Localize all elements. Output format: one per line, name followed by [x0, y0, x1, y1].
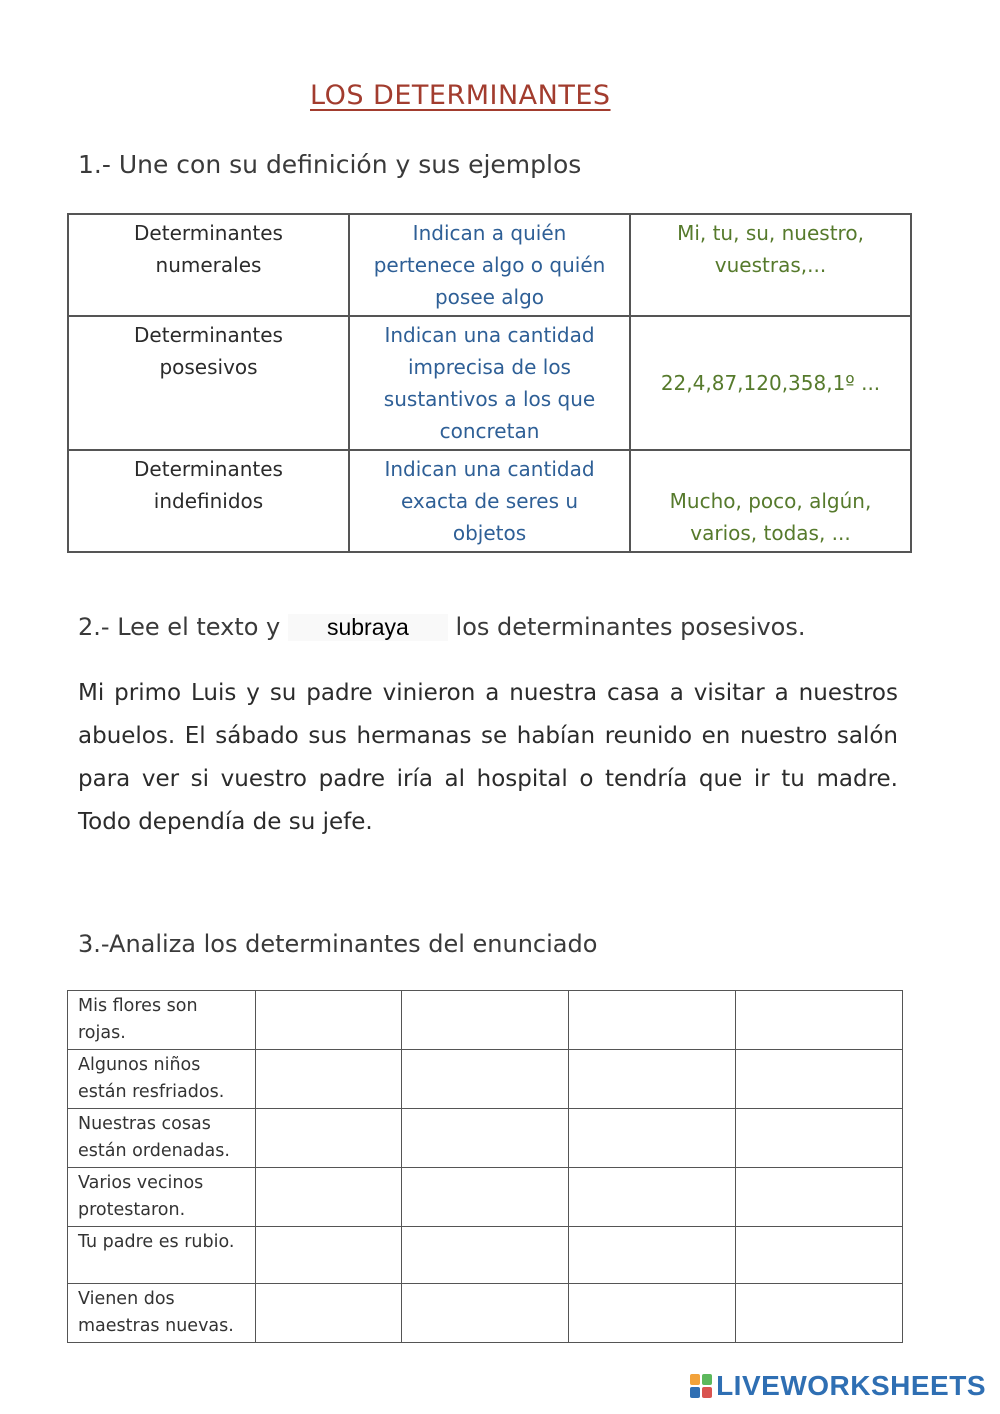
sentence-cell: Vienen dos maestras nuevas. [68, 1284, 256, 1343]
type-cell: Determinantes indefinidos [68, 450, 349, 552]
answer-cell[interactable] [256, 1227, 402, 1284]
definition-cell: Indican una cantidad exacta de seres u objetos [349, 450, 630, 552]
sentence-cell: Mis flores son rojas. [68, 991, 256, 1050]
answer-cell[interactable] [256, 1050, 402, 1109]
table-row [68, 991, 903, 1050]
answer-cell[interactable] [569, 1227, 736, 1284]
liveworksheets-logo-icon [690, 1374, 712, 1398]
answer-cell[interactable] [256, 1109, 402, 1168]
sentence-cell: Algunos niños están resfriados. [68, 1050, 256, 1109]
answer-cell[interactable] [736, 1284, 903, 1343]
definition-cell: Indican una cantidad imprecisa de los sustantivos a los que concretan [349, 316, 630, 450]
answer-cell[interactable] [736, 1168, 903, 1227]
type-cell: Determinantes numerales [68, 214, 349, 316]
answer-cell[interactable] [402, 1109, 569, 1168]
answer-cell[interactable] [256, 1284, 402, 1343]
logo-text: LIVEWORKSHEETS [716, 1370, 986, 1401]
answer-cell[interactable] [736, 1109, 903, 1168]
liveworksheets-logo[interactable] [690, 1370, 986, 1402]
matching-row [68, 214, 911, 316]
answer-cell[interactable] [736, 1227, 903, 1284]
example-cell: Mucho, poco, algún, varios, todas, ... [630, 450, 911, 552]
answer-cell[interactable] [256, 991, 402, 1050]
answer-cell[interactable] [569, 1109, 736, 1168]
page-title: LOS DETERMINANTES [310, 80, 611, 111]
matching-row [68, 450, 911, 552]
answer-cell[interactable] [569, 1168, 736, 1227]
answer-cell[interactable] [736, 991, 903, 1050]
section2-heading: 2.- Lee el texto y subraya los determinantes posesivos. [78, 613, 806, 641]
answer-cell[interactable] [402, 1168, 569, 1227]
section3-heading: 3.-Analiza los determinantes del enunciado [78, 930, 598, 958]
definition-cell: Indican a quién pertenece algo o quién posee algo [349, 214, 630, 316]
answer-cell[interactable] [569, 1050, 736, 1109]
matching-row [68, 316, 911, 450]
answer-cell[interactable] [402, 991, 569, 1050]
sentence-cell: Varios vecinos protestaron. [68, 1168, 256, 1227]
answer-cell[interactable] [256, 1168, 402, 1227]
reading-passage: Mi primo Luis y su padre vinieron a nuestra casa a visitar a nuestros abuelos. El sábado sus hermanas se habían reunido en nuestro salón para ver si vuestro padre iría al hospital o tendría que ir tu madre. Todo dependía de su jefe. [78, 680, 898, 835]
sentence-cell: Tu padre es rubio. [68, 1227, 256, 1284]
table-row [68, 1050, 903, 1109]
example-cell: Mi, tu, su, nuestro, vuestras,... [630, 214, 911, 316]
table-row [68, 1227, 903, 1284]
answer-cell[interactable] [569, 1284, 736, 1343]
table-row [68, 1168, 903, 1227]
matching-table [67, 213, 912, 553]
example-cell: 22,4,87,120,358,1º ... [630, 316, 911, 450]
analysis-table [67, 990, 903, 1343]
answer-cell[interactable] [402, 1050, 569, 1109]
section1-heading: 1.- Une con su definición y sus ejemplos [78, 150, 582, 179]
answer-field[interactable]: subraya [288, 614, 448, 641]
table-row [68, 1109, 903, 1168]
answer-cell[interactable] [736, 1050, 903, 1109]
answer-cell[interactable] [402, 1284, 569, 1343]
answer-cell[interactable] [569, 991, 736, 1050]
type-cell: Determinantes posesivos [68, 316, 349, 450]
answer-cell[interactable] [402, 1227, 569, 1284]
table-row [68, 1284, 903, 1343]
sentence-cell: Nuestras cosas están ordenadas. [68, 1109, 256, 1168]
